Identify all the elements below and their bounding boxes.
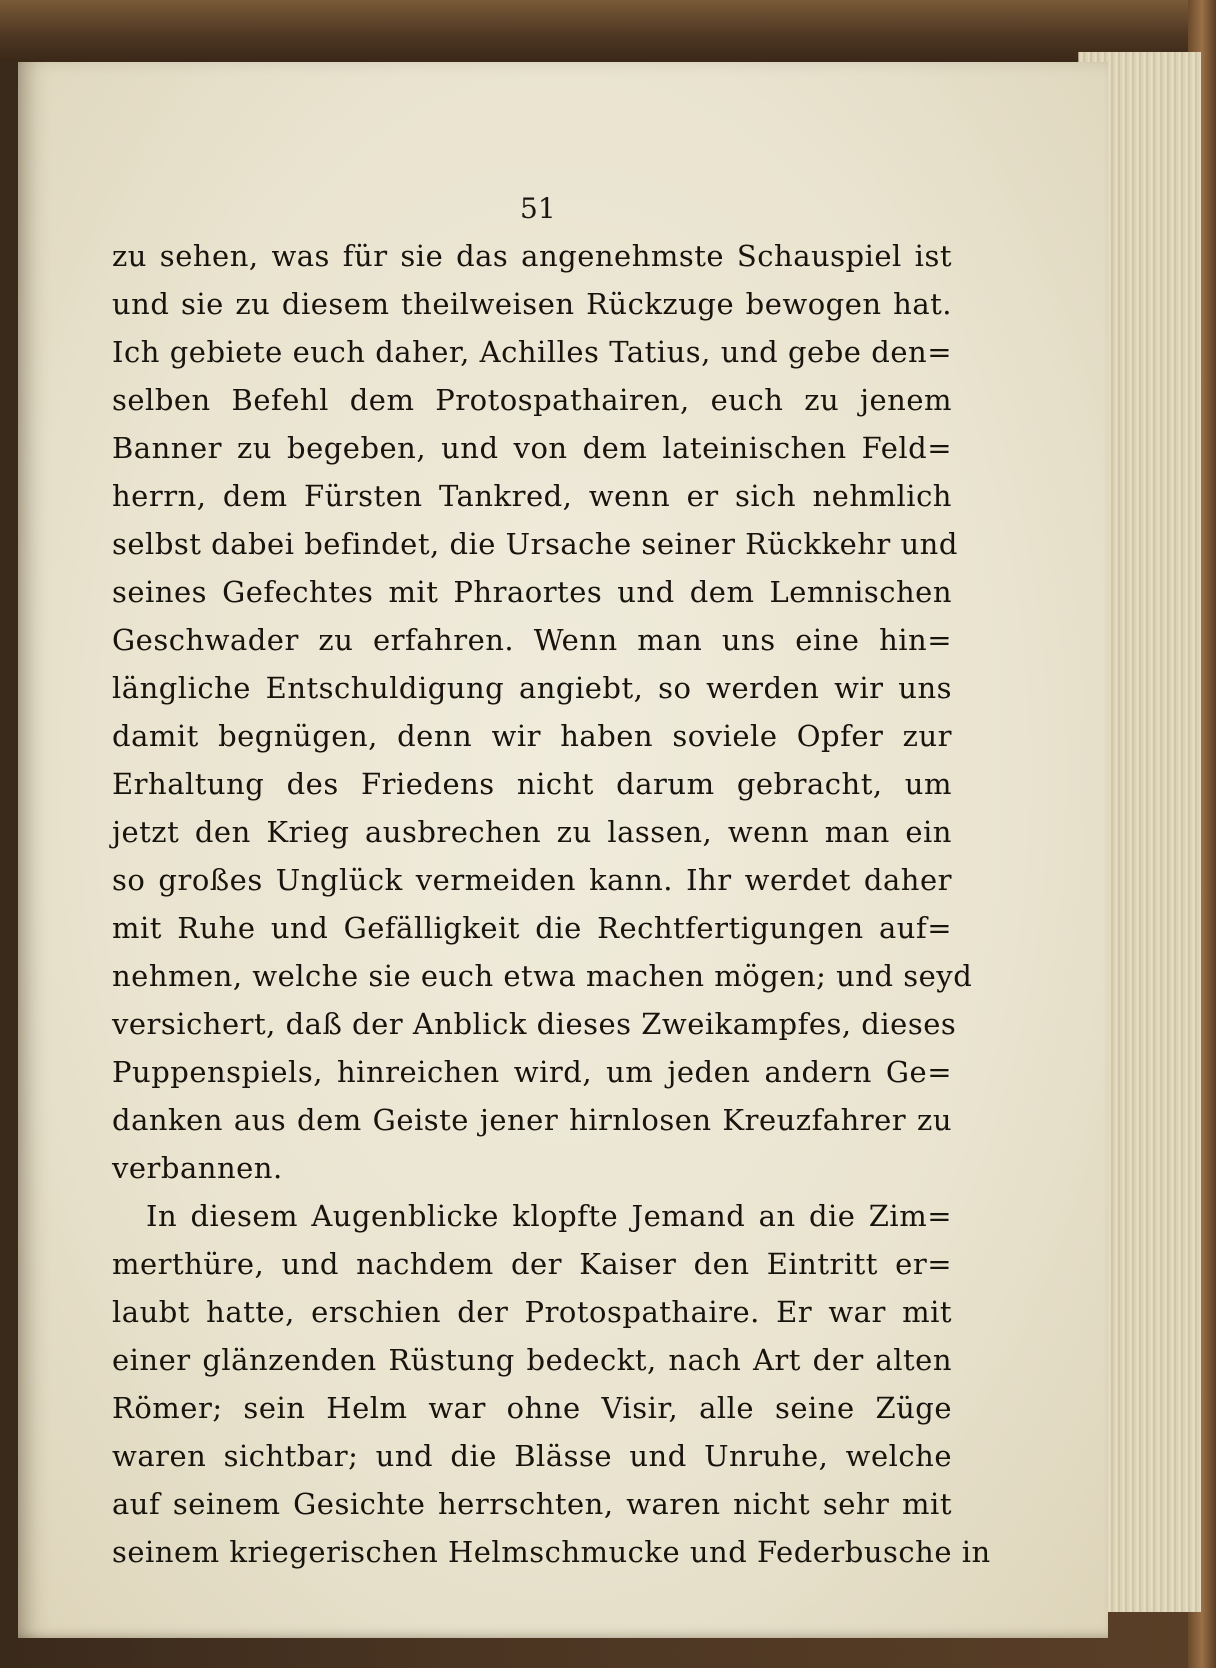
text-line: zu sehen, was für sie das angenehmste Schauspiel ist bbox=[112, 239, 952, 273]
text-line: In diesem Augenblicke klopfte Jemand an die Zim= bbox=[146, 1199, 952, 1233]
text-line: Puppenspiels, hinreichen wird, um jeden andern Ge= bbox=[112, 1055, 952, 1089]
text-line: Geschwader zu erfahren. Wenn man uns eine hin= bbox=[112, 623, 952, 657]
text-block bbox=[112, 232, 991, 1576]
text-line: einer glänzenden Rüstung bedeckt, nach Art der alten bbox=[112, 1343, 952, 1377]
text-line: jetzt den Krieg ausbrechen zu lassen, wenn man ein bbox=[112, 815, 952, 849]
text-line: waren sichtbar; und die Blässe und Unruhe, welche bbox=[112, 1439, 952, 1473]
text-line: damit begnügen, denn wir haben soviele Opfer zur bbox=[112, 719, 952, 753]
text-line: Banner zu begeben, und von dem lateinischen Feld= bbox=[112, 431, 952, 465]
text-line: so großes Unglück vermeiden kann. Ihr werdet daher bbox=[112, 863, 952, 897]
text-line: seines Gefechtes mit Phraortes und dem Lemnischen bbox=[112, 575, 952, 609]
text-line: laubt hatte, erschien der Protospathaire. Er war mit bbox=[112, 1295, 952, 1329]
text-line: und sie zu diesem theilweisen Rückzuge bewogen hat. bbox=[112, 287, 952, 321]
text-line: herrn, dem Fürsten Tankred, wenn er sich nehmlich bbox=[112, 479, 952, 513]
text-line: seinem kriegerischen Helmschmucke und Federbusche in bbox=[112, 1535, 991, 1569]
text-line: Erhaltung des Friedens nicht darum gebracht, um bbox=[112, 767, 952, 801]
text-line: Ich gebiete euch daher, Achilles Tatius, und gebe den= bbox=[112, 335, 952, 369]
text-line: danken aus dem Geiste jener hirnlosen Kreuzfahrer zu bbox=[112, 1103, 952, 1137]
text-line: versichert, daß der Anblick dieses Zweikampfes, dieses bbox=[112, 1007, 957, 1041]
text-line: nehmen, welche sie euch etwa machen mögen; und seyd bbox=[112, 959, 973, 993]
text-line: verbannen. bbox=[112, 1151, 283, 1185]
text-line: auf seinem Gesichte herrschten, waren nicht sehr mit bbox=[112, 1487, 952, 1521]
text-line: selben Befehl dem Protospathairen, euch zu jenem bbox=[112, 383, 952, 417]
text-line: selbst dabei befindet, die Ursache seiner Rückkehr und bbox=[112, 527, 958, 561]
cover-top-edge bbox=[0, 0, 1216, 62]
text-line: Römer; sein Helm war ohne Visir, alle seine Züge bbox=[112, 1391, 952, 1425]
text-line: mit Ruhe und Gefälligkeit die Rechtfertigungen auf= bbox=[112, 911, 952, 945]
text-line: merthüre, und nachdem der Kaiser den Eintritt er= bbox=[112, 1247, 952, 1281]
page-number: 51 bbox=[520, 192, 556, 225]
text-line: längliche Entschuldigung angiebt, so werden wir uns bbox=[112, 671, 952, 705]
